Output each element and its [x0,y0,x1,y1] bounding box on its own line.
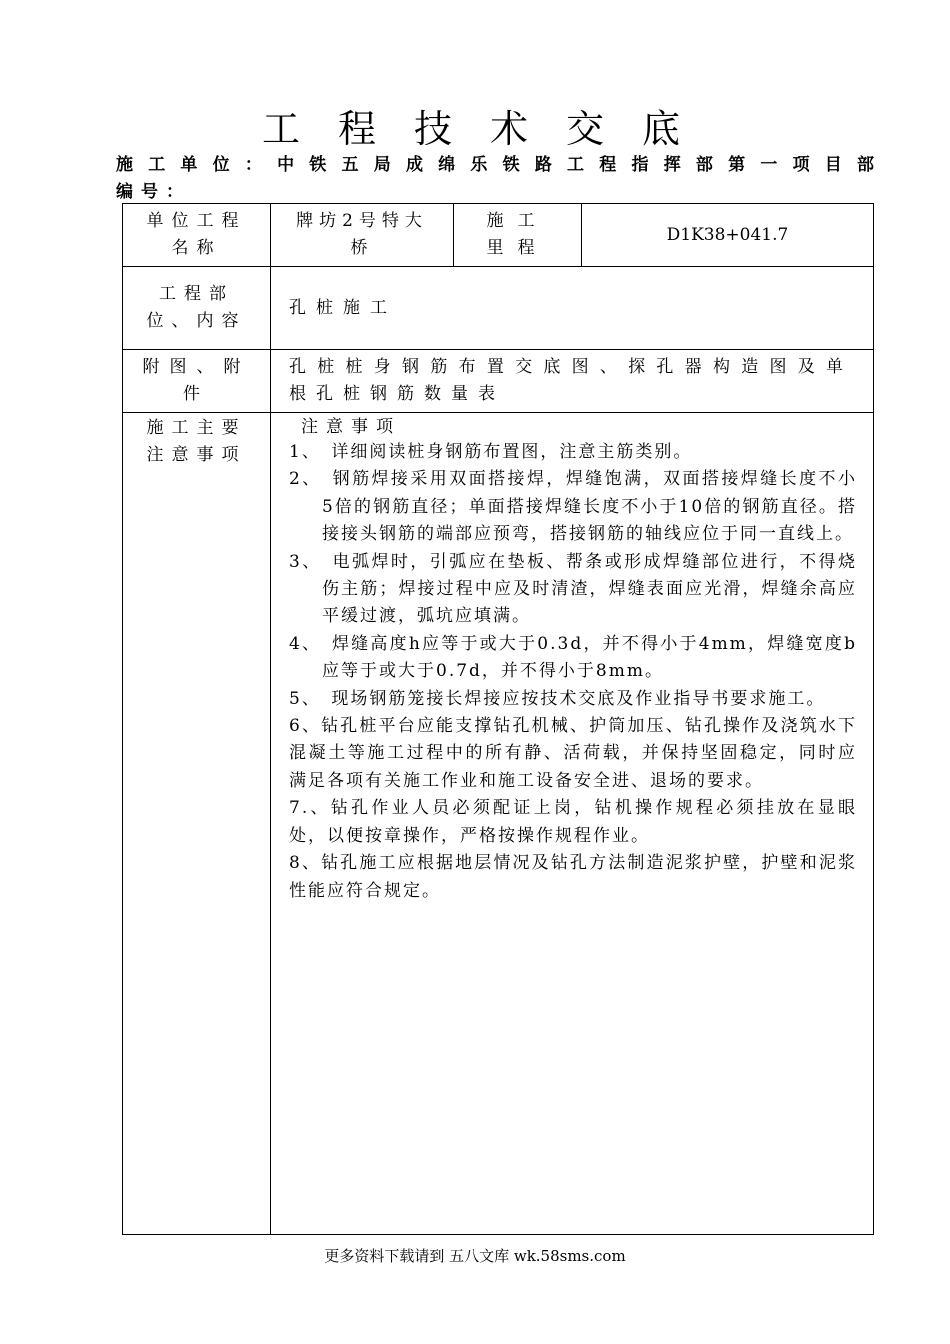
work-content-value: 孔桩施工 [271,267,874,350]
table-row [123,413,874,1235]
note-item: 1、 详细阅读桩身钢筋布置图，注意主筋类别。 [289,442,693,462]
mileage-value: D1K38+041.7 [582,204,874,267]
table-row [123,350,874,413]
note-item: 4、 焊缝高度h应等于或大于0.3d，并不得小于4mm，焊缝宽度b应等于或大于0.7d，并不得小于8mm。 [289,633,857,682]
label-mileage: 施工里程 [454,204,582,267]
label-attachments: 附图、附件 [123,350,271,413]
label-project-name: 单位工程名称 [123,204,271,267]
table-row [123,204,874,267]
table-row [123,267,874,350]
disclosure-table [122,203,874,1235]
note-item: 2、 钢筋焊接采用双面搭接焊，焊缝饱满，双面搭接焊缝长度不小5倍的钢筋直径；单面搭接焊缝长度不小于10倍的钢筋直径。搭接接头钢筋的端部应预弯，搭接钢筋的轴线应位于同一直线上。 [289,469,857,545]
label-notes: 施工主要注意事项 [123,413,271,1235]
attachments-value: 孔桩桩身钢筋布置交底图、探孔器构造图及单根孔桩钢筋数量表 [271,350,874,413]
page-title: 工程技术交底 [261,107,718,151]
footer-text: 更多资料下载请到 五八文库 wk.58sms.com [324,1247,626,1265]
note-item: 7.、钻孔作业人员必须配证上岗，钻机操作规程必须挂放在显眼处，以便按章操作，严格按操作规程作业。 [289,798,857,846]
notes-cell [271,413,874,1235]
note-item: 6、钻孔桩平台应能支撑钻孔机械、护筒加压、钻孔操作及浇筑水下混凝土等施工过程中的所有静、活荷载，并保持坚固稳定，同时应满足各项有关施工作业和施工设备安全进、退场的要求。 [289,716,857,791]
project-name-value: 牌坊2号特大桥 [271,204,454,267]
label-work-content: 工程部位、内容 [123,267,271,350]
notes-heading: 注意事项 [301,417,401,437]
construction-unit: 施工单位：中铁五局成绵乐铁路工程指挥部第一项目部 [116,155,876,175]
document-number-label: 编号： [116,182,191,202]
note-item: 3、 电弧焊时，引弧应在垫板、帮条或形成焊缝部位进行，不得烧伤主筋；焊接过程中应及时清渣，焊缝表面应光滑，焊缝余高应平缓过渡，弧坑应填满。 [289,551,857,627]
note-item: 5、 现场钢筋笼接长焊接应按技术交底及作业指导书要求施工。 [289,688,826,709]
note-item: 8、钻孔施工应根据地层情况及钻孔方法制造泥浆护壁，护壁和泥浆性能应符合规定。 [289,853,857,901]
